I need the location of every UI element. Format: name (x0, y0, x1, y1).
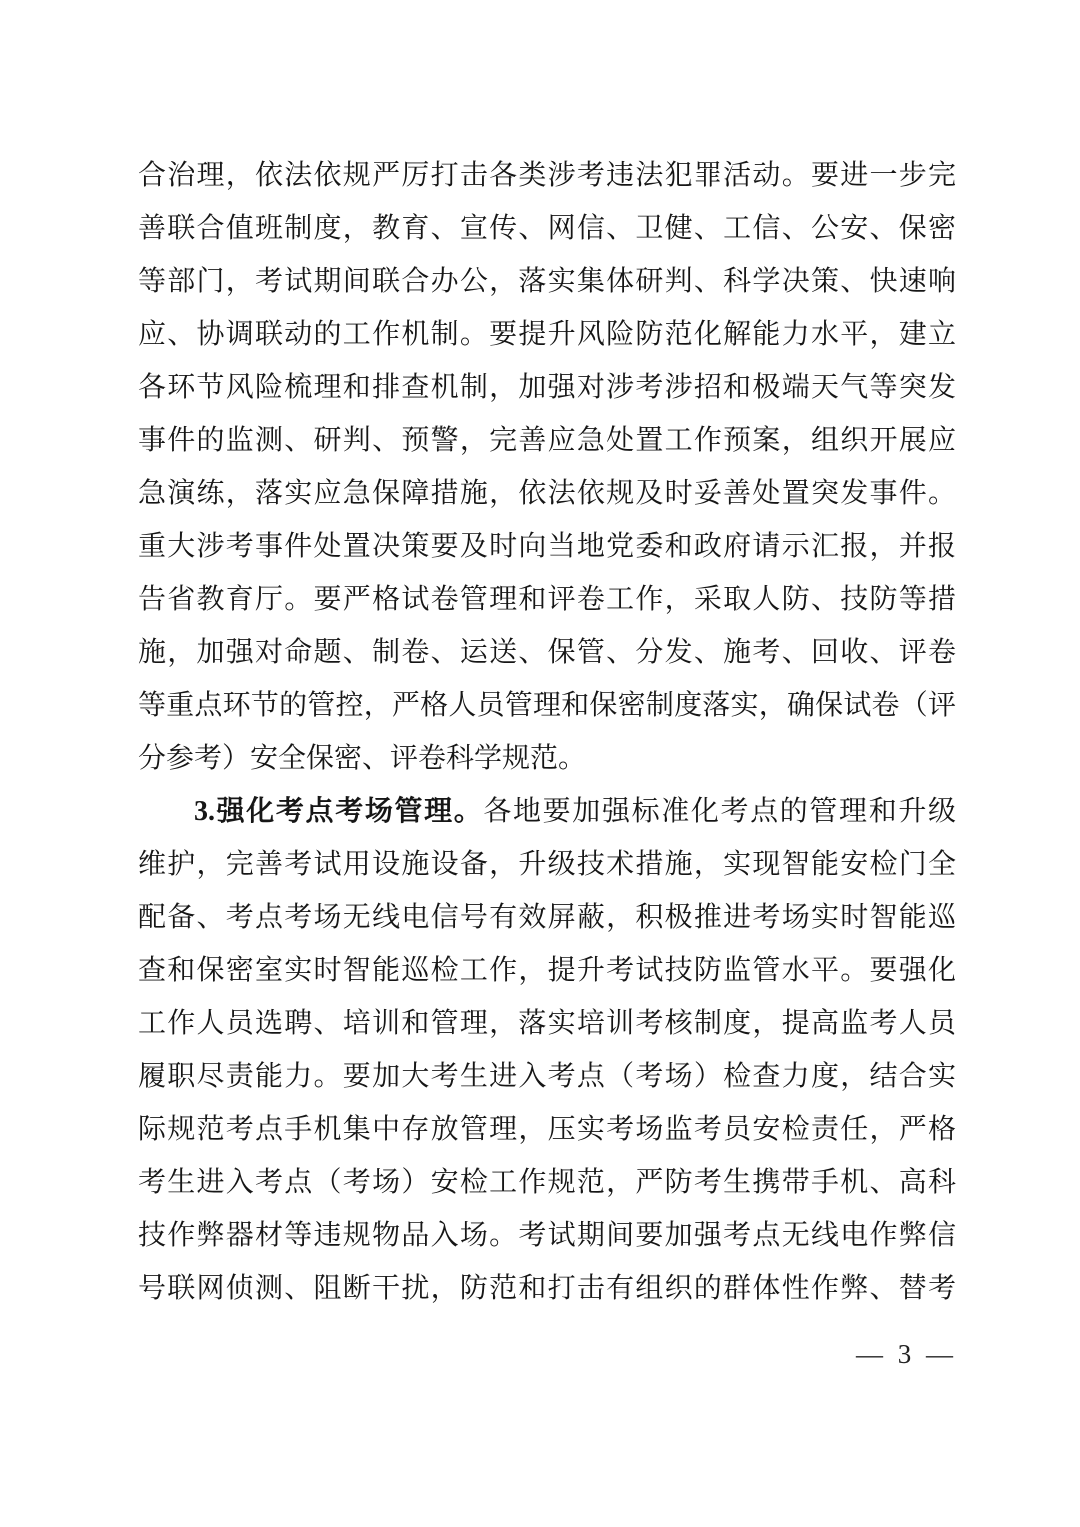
text-line: 查和保密室实时智能巡检工作，提升考试技防监管水平。要强化 (138, 955, 956, 986)
text-line: 工作人员选聘、培训和管理，落实培训考核制度，提高监考人员 (138, 1008, 956, 1039)
text-line: 施，加强对命题、制卷、运送、保管、分发、施考、回收、评卷 (138, 637, 956, 668)
paragraph-heading: 3.强化考点考场管理。 (194, 796, 484, 827)
text-line: 等重点环节的管控，严格人员管理和保密制度落实，确保试卷（评 (138, 690, 956, 721)
text-line: 等部门，考试期间联合办公，落实集体研判、科学决策、快速响 (138, 266, 956, 297)
text-line: 配备、考点考场无线电信号有效屏蔽，积极推进考场实时智能巡 (138, 902, 956, 933)
text-line: 履职尽责能力。要加大考生进入考点（考场）检查力度，结合实 (138, 1061, 956, 1092)
text-line: 考生进入考点（考场）安检工作规范，严防考生携带手机、高科 (138, 1167, 956, 1198)
text-line: 际规范考点手机集中存放管理，压实考场监考员安检责任，严格 (138, 1114, 956, 1145)
text-line: 重大涉考事件处置决策要及时向当地党委和政府请示汇报，并报 (138, 531, 956, 562)
text-line: 急演练，落实应急保障措施，依法依规及时妥善处置突发事件。 (138, 478, 956, 509)
text-line: 3.强化考点考场管理。各地要加强标准化考点的管理和升级 (194, 796, 956, 827)
text-line: 应、协调联动的工作机制。要提升风险防范化解能力水平，建立 (138, 319, 956, 350)
document-body (138, 149, 956, 1315)
text-line: 技作弊器材等违规物品入场。考试期间要加强考点无线电作弊信 (138, 1220, 956, 1251)
text-line: 合治理，依法依规严厉打击各类涉考违法犯罪活动。要进一步完 (138, 160, 956, 191)
text-line: 善联合值班制度，教育、宣传、网信、卫健、工信、公安、保密 (138, 213, 956, 244)
text-line: 号联网侦测、阻断干扰，防范和打击有组织的群体性作弊、替考 (138, 1273, 956, 1304)
page-number: — 3 — (856, 1339, 957, 1369)
text-line: 维护，完善考试用设施设备，升级技术措施，实现智能安检门全 (138, 849, 956, 880)
text-line: 分参考）安全保密、评卷科学规范。 (138, 743, 587, 774)
text-line: 事件的监测、研判、预警，完善应急处置工作预案，组织开展应 (138, 425, 956, 456)
text-line: 告省教育厅。要严格试卷管理和评卷工作，采取人防、技防等措 (138, 584, 956, 615)
text-line: 各环节风险梳理和排查机制，加强对涉考涉招和极端天气等突发 (138, 372, 956, 403)
